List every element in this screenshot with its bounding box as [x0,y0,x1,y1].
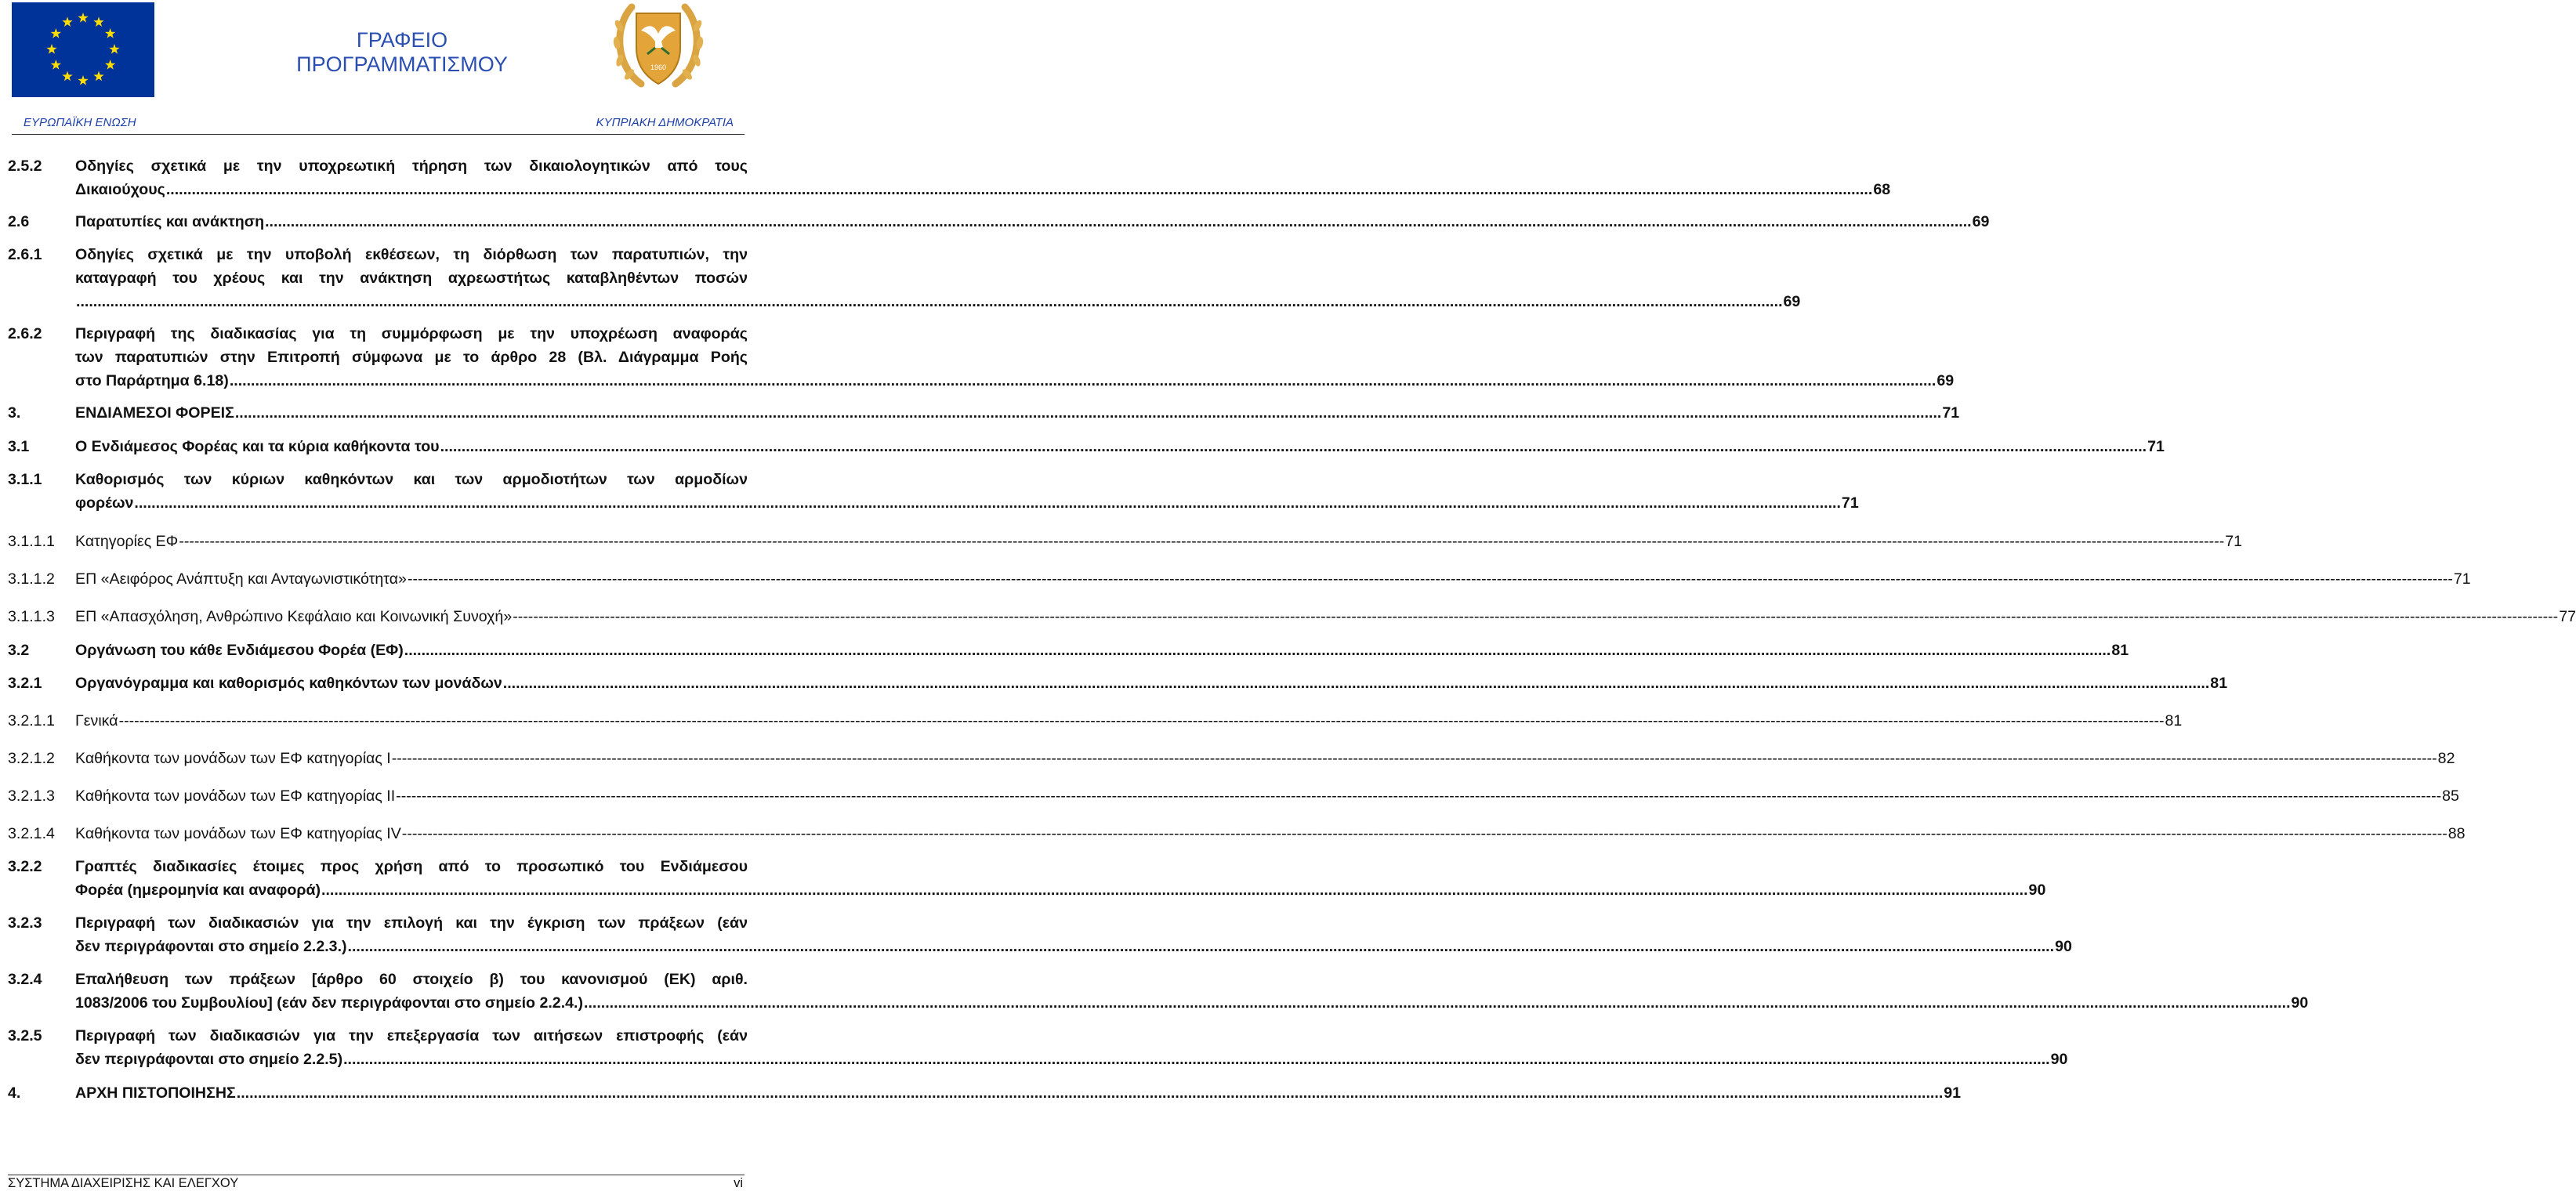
toc-page-number: 77 [2559,608,2576,625]
toc-entry-number: 3.2.3 [8,914,42,932]
toc-entry-title-line: Καθήκοντα των μονάδων των ΕΦ κατηγορίας Ι [75,750,391,767]
toc-entry-title [75,747,2455,770]
toc-page-number: 90 [2055,938,2072,955]
toc-page-number: 71 [1942,404,1960,422]
toc-entry-title [75,822,2465,845]
toc-leader: ................................................................................................................................................................................................................................................................................................................................................................................................................ [76,293,1783,310]
toc-entry-number: 3.2.1.2 [8,750,55,767]
toc-entry-title-line: Γενικά [75,712,118,729]
toc-entry[interactable] [8,154,1891,201]
toc-entry-number: 3. [8,404,21,422]
toc-entry-title [75,468,1859,515]
toc-entry-number: 3.2.1.1 [8,712,55,729]
toc-entry-number: 3.1 [8,438,30,455]
toc-entry-title-line: των παρατυπιών στην Επιτροπή σύμφωνα με το άρθρο 28 (Βλ. Διάγραμμα Ροής [75,349,748,366]
cyprus-label: ΚΥΠΡΙΑΚΗ ΔΗΜΟΚΡΑΤΙΑ [596,116,734,129]
toc-leader: ................................................................................................................................................................................................................................................................................................................................................................................................................ [265,213,1972,230]
toc-entry[interactable] [8,468,1859,515]
toc-entry-title-line: Ο Ενδιάμεσος Φορέας και τα κύρια καθήκοντα του [75,438,440,455]
toc-entry-title-line: Επαλήθευση των πράξεων [άρθρο 60 στοιχείο β) του κανονισμού (ΕΚ) αριθ. [75,971,748,988]
svg-text:1960: 1960 [650,63,667,71]
footer-title: ΣΥΣΤΗΜΑ ΔΙΑΧΕΙΡΙΣΗΣ ΚΑΙ ΕΛΕΓΧΟΥ [8,1176,239,1190]
toc-entry[interactable] [8,322,1955,393]
toc-entry-title-line: Φορέα (ημερομηνία και αναφορά) [75,881,321,899]
toc-entry-title [75,672,2228,695]
toc-entry-number: 2.6.1 [8,246,42,263]
toc-entry-title-line: καταγραφή του χρέους και την ανάκτηση αχρεωστήτως καταβληθέντων ποσών [75,270,748,287]
toc-page-number: 88 [2447,825,2465,842]
header-divider [12,134,745,135]
toc-page-number: 69 [1783,293,1801,310]
toc-entry-number: 3.1.1.1 [8,533,55,550]
toc-entry[interactable] [8,435,2165,458]
toc-entry-title-line: Παρατυπίες και ανάκτηση [75,213,265,230]
toc-leader: ................................................................................................................................................................................................................................................................................................................................................................................................................ [440,438,2147,455]
page-number: vi [734,1176,743,1190]
toc-entry-number: 2.6 [8,213,30,230]
toc-entry-title-line: Οργανόγραμμα και καθορισμός καθηκόντων των μονάδων [75,675,502,692]
toc-page-number: 82 [2437,750,2455,767]
toc-entry-number: 3.1.1.3 [8,608,55,625]
toc-entry[interactable] [8,822,2465,845]
cyprus-emblem-icon [610,2,707,98]
toc-entry-title [75,1081,1962,1105]
toc-entry-title [75,968,2309,1015]
toc-entry-title-line: ΕΠ «Απασχόληση, Ανθρώπινο Κεφάλαιο και Κοινωνική Συνοχή» [75,608,513,625]
toc-entry[interactable] [8,911,2072,958]
toc-entry-title-line: Γραπτές διαδικασίες έτοιμες προς χρήση από το προσωπικό του Ενδιάμεσου [75,858,748,875]
toc-leader: ---------------------------------------------------------------------------------------------------------------------------------------------------------------------------------------------------------------------------------------------------------------------------------------------------------------------------------------------------------------------------------------------------------------- [401,825,2447,842]
toc-entry-title-line: ΑΡΧΗ ΠΙΣΤΟΠΟΙΗΣΗΣ [75,1084,236,1102]
toc-entry-number: 2.6.2 [8,325,42,342]
toc-entry-title [75,154,1891,201]
toc-leader: ---------------------------------------------------------------------------------------------------------------------------------------------------------------------------------------------------------------------------------------------------------------------------------------------------------------------------------------------------------------------------------------------------------------- [513,608,2559,625]
toc-entry-title [75,911,2072,958]
toc-leader: ................................................................................................................................................................................................................................................................................................................................................................................................................ [134,494,1841,512]
toc-leader: ................................................................................................................................................................................................................................................................................................................................................................................................................ [321,881,2028,899]
toc-page-number: 71 [2453,570,2471,588]
toc-leader: ---------------------------------------------------------------------------------------------------------------------------------------------------------------------------------------------------------------------------------------------------------------------------------------------------------------------------------------------------------------------------------------------------------------- [391,750,2437,767]
toc-entry-title [75,855,2046,902]
toc-entry-number: 3.1.1 [8,471,42,488]
toc-entry[interactable] [8,855,2046,902]
toc-entry-title [75,639,2129,662]
toc-entry-title [75,401,1960,425]
toc-entry[interactable] [8,639,2129,662]
toc-page-number: 81 [2111,642,2129,659]
toc-entry-title [75,1024,2068,1071]
toc-entry[interactable] [8,243,1801,313]
toc-page-number: 90 [2050,1051,2068,1068]
toc-entry-title-line: στο Παράρτημα 6.18) [75,372,229,389]
office-title-line1: ΓΡΑΦΕΙΟ [356,28,448,52]
toc-entry-title-line: Περιγραφή των διαδικασιών για την επιλογή και την έγκριση των πράξεων (εάν [75,914,748,932]
toc-leader: ................................................................................................................................................................................................................................................................................................................................................................................................................ [234,404,1942,422]
toc-entry-title-line: ΕΝΔΙΑΜΕΣΟΙ ΦΟΡΕΙΣ [75,404,234,422]
toc-page-number: 91 [1944,1084,1962,1102]
toc-entry-number: 4. [8,1084,21,1102]
toc-page-number: 81 [2210,675,2228,692]
toc-page-number: 71 [2147,438,2165,455]
toc-leader: ................................................................................................................................................................................................................................................................................................................................................................................................................ [404,642,2111,659]
toc-page-number: 71 [1841,494,1859,512]
office-title-line2: ΠΡΟΓΡΑΜΜΑΤΙΣΜΟΥ [296,52,508,76]
toc-entry-title-line: δεν περιγράφονται στο σημείο 2.2.3.) [75,938,347,955]
eu-flag-icon [12,2,154,97]
toc-entry-title-line: Οδηγίες σχετικά με την υποχρεωτική τήρηση των δικαιολογητικών από τους [75,157,748,175]
toc-page-number: 69 [1972,213,1990,230]
toc-entry[interactable] [8,530,2243,553]
toc-entry-title-line: Κατηγορίες ΕΦ [75,533,179,550]
toc-entry-title [75,210,1990,233]
toc-entry-title [75,567,2471,591]
toc-entry[interactable] [8,784,2459,808]
toc-entry-title-line: Περιγραφή των διαδικασιών για την επεξεργασία των αιτήσεων επιστροφής (εάν [75,1027,748,1044]
toc-leader: ---------------------------------------------------------------------------------------------------------------------------------------------------------------------------------------------------------------------------------------------------------------------------------------------------------------------------------------------------------------------------------------------------------------- [407,570,2453,588]
toc-entry-number: 3.2.1.3 [8,787,55,805]
toc-entry[interactable] [8,747,2455,770]
toc-leader: ---------------------------------------------------------------------------------------------------------------------------------------------------------------------------------------------------------------------------------------------------------------------------------------------------------------------------------------------------------------------------------------------------------------- [396,787,2442,805]
toc-leader: ---------------------------------------------------------------------------------------------------------------------------------------------------------------------------------------------------------------------------------------------------------------------------------------------------------------------------------------------------------------------------------------------------------------- [118,712,2165,729]
toc-entry[interactable] [8,1024,2068,1071]
toc-page-number: 85 [2442,787,2459,805]
toc-entry-number: 3.2.5 [8,1027,42,1044]
toc-entry-title-line: φορέων [75,494,134,512]
toc-leader: ................................................................................................................................................................................................................................................................................................................................................................................................................ [229,372,1937,389]
toc-entry-title-line: δεν περιγράφονται στο σημείο 2.2.5) [75,1051,343,1068]
toc-entry-title-line: ΕΠ «Αειφόρος Ανάπτυξη και Ανταγωνιστικότητα» [75,570,407,588]
toc-entry-title-line: Καθήκοντα των μονάδων των ΕΦ κατηγορίας ΙV [75,825,401,842]
toc-leader: ---------------------------------------------------------------------------------------------------------------------------------------------------------------------------------------------------------------------------------------------------------------------------------------------------------------------------------------------------------------------------------------------------------------- [179,533,2225,550]
toc-entry-number: 3.1.1.2 [8,570,55,588]
toc-entry-title-line: Δικαιούχους [75,181,165,198]
toc-page-number: 90 [2291,994,2309,1012]
toc-entry[interactable] [8,605,2576,628]
toc-entry-number: 3.2.1.4 [8,825,55,842]
toc-entry-title [75,605,2576,628]
toc-page-number: 90 [2028,881,2046,899]
toc-leader: ................................................................................................................................................................................................................................................................................................................................................................................................................ [236,1084,1944,1102]
toc-entry[interactable] [8,709,2183,733]
toc-entry[interactable] [8,210,1990,233]
toc-entry-title [75,243,1801,313]
toc-entry-title-line: Οργάνωση του κάθε Ενδιάμεσου Φορέα (ΕΦ) [75,642,404,659]
toc-leader: ................................................................................................................................................................................................................................................................................................................................................................................................................ [584,994,2291,1012]
toc-entry-title-line: Καθήκοντα των μονάδων των ΕΦ κατηγορίας ΙΙ [75,787,396,805]
toc-leader: ................................................................................................................................................................................................................................................................................................................................................................................................................ [502,675,2210,692]
toc-page-number: 71 [2225,533,2243,550]
toc-leader: ................................................................................................................................................................................................................................................................................................................................................................................................................ [165,181,1873,198]
toc-entry-number: 2.5.2 [8,157,42,175]
office-title [274,28,530,77]
toc-entry-title [75,709,2183,733]
toc-entry[interactable] [8,401,1960,425]
toc-entry[interactable] [8,567,2471,591]
toc-entry-title [75,530,2243,553]
toc-entry-title-line: Οδηγίες σχετικά με την υποβολή εκθέσεων, τη διόρθωση των παρατυπιών, την [75,246,748,263]
toc-entry[interactable] [8,968,2309,1015]
toc-entry-title-line: Περιγραφή της διαδικασίας για τη συμμόρφωση με την υποχρέωση αναφοράς [75,325,748,342]
toc-entry-title-line: 1083/2006 του Συμβουλίου] (εάν δεν περιγράφονται στο σημείο 2.2.4.) [75,994,583,1012]
toc-entry-title-line: Καθορισμός των κύριων καθηκόντων και των αρμοδιοτήτων των αρμοδίων [75,471,748,488]
toc-entry-number: 3.2 [8,642,30,659]
toc-entry-title [75,784,2459,808]
toc-page-number: 69 [1937,372,1955,389]
toc-entry-title [75,435,2165,458]
toc-leader: ................................................................................................................................................................................................................................................................................................................................................................................................................ [347,938,2055,955]
toc-entry-title [75,322,1955,393]
toc-entry[interactable] [8,1081,1962,1105]
eu-label: ΕΥΡΩΠΑΪΚΗ ΕΝΩΣΗ [24,116,136,129]
toc-leader: ................................................................................................................................................................................................................................................................................................................................................................................................................ [343,1051,2050,1068]
toc-entry-number: 3.2.2 [8,858,42,875]
toc-page-number: 81 [2165,712,2183,729]
toc-entry-number: 3.2.1 [8,675,42,692]
toc-entry-number: 3.2.4 [8,971,42,988]
toc-page-number: 68 [1873,181,1891,198]
toc-entry[interactable] [8,672,2228,695]
